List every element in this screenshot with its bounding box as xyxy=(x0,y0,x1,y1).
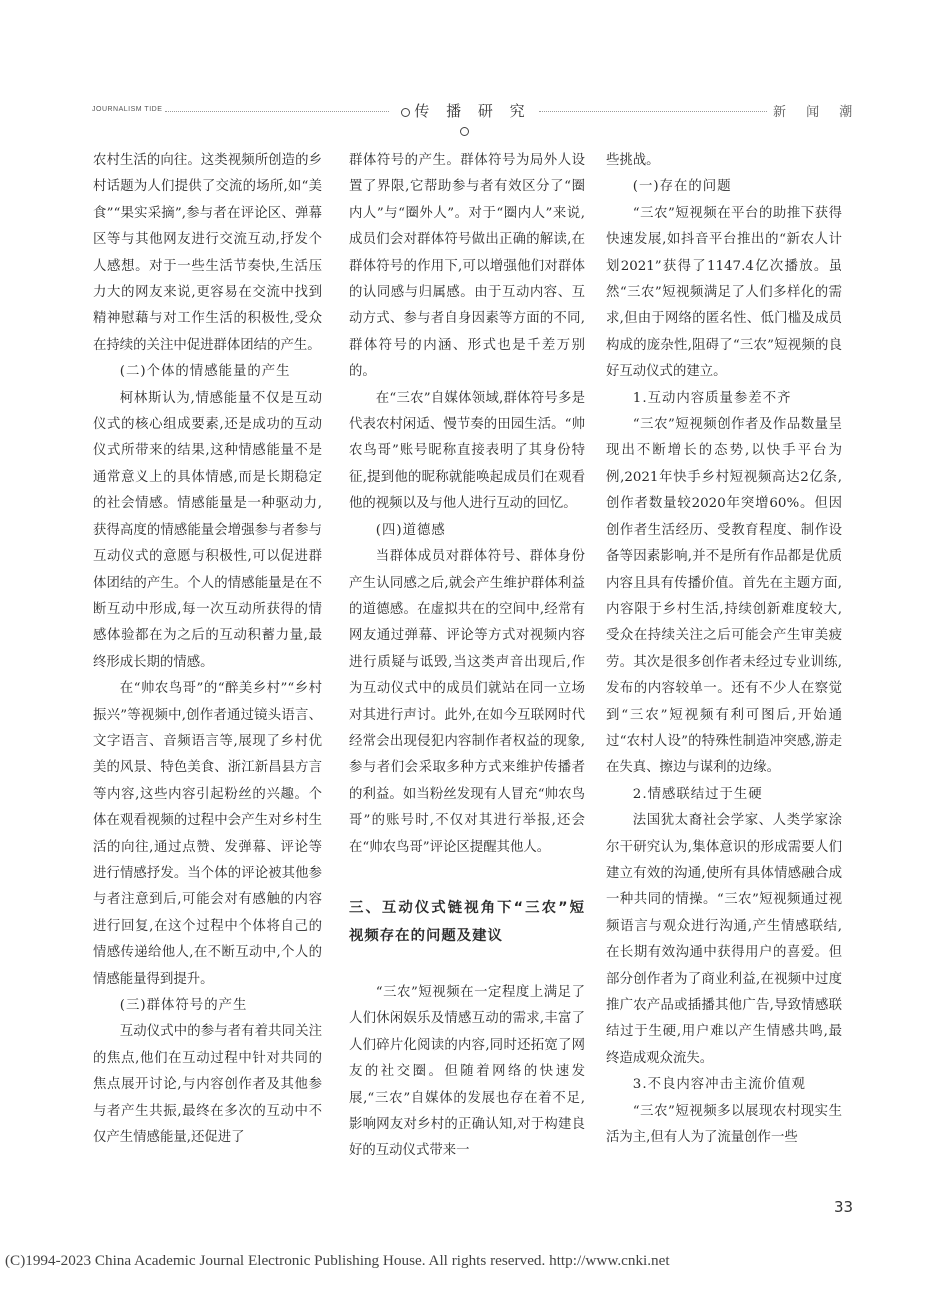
paragraph: 群体符号的产生。群体符号为局外人设置了界限,它帮助参与者有效区分了“圈内人”与“圈外人”。对于“圈内人”来说,成员们会对群体符号做出正确的解读,在群体符号的作用下,可以增强他们对群体的认同感与归属感。由于互动内容、互动方式、参与者自身因素等方面的不同,群体符号的内涵、形式也是千差万别的。 xyxy=(349,153,585,380)
paragraph: 柯林斯认为,情感能量不仅是互动仪式的核心组成要素,还是成功的互动仪式所带来的结果,这种情感能量不是通常意义上的具体情感,而是长期稳定的社会情感。情感能量是一种驱动力,获得高度的情感能量会增强参与者参与互动仪式的意愿与积极性,可以促进群体团结的产生。个人的情感能量是在不断互动中形成,每一次互动所获得的情感体验都在为之后的互动积蓄力量,最终形成长期的情感。 xyxy=(93,390,322,670)
paragraph: “三农”短视频在平台的助推下获得快速发展,如抖音平台推出的“新农人计划2021”获得了1147.4亿次播放。虽然“三农”短视频满足了人们多样化的需求,但由于网络的匿名性、低门槛及成员构成的庞杂性,阻碍了“三农”短视频的良好互动仪式的建立。 xyxy=(606,205,842,380)
copyright-footer: (C)1994-2023 China Academic Journal Electronic Publishing House. All rights reserved. http://www.cnki.net xyxy=(5,1252,670,1269)
paragraph: 农村生活的向往。这类视频所创造的乡村话题为人们提供了交流的场所,如“美食”“果实采摘”,参与者在评论区、弹幕区等与其他网友进行交流互动,抒发个人感想。对于一些生活节奏快,生活压力大的网友来说,更容易在交流中找到精神慰藉与对工作生活的积极性,受众在持续的关注中促进群体团结的产生。 xyxy=(93,153,322,353)
journal-name-en: JOURNALISM TIDE xyxy=(92,106,163,113)
page-number: 33 xyxy=(834,1198,854,1216)
paragraph: 当群体成员对群体符号、群体身份产生认同感之后,就会产生维护群体利益的道德感。在虚拟共在的空间中,经常有网友通过弹幕、评论等方式对视频内容进行质疑与诋毁,当这类声音出现后,作为互动仪式中的成员们就站在同一立场对其进行声讨。此外,在如今互联网时代经常会出现侵犯内容制作者权益的现象,参与者们会采取多种方式来维护传播者的利益。如当粉丝发现有人冒充“帅农鸟哥”的账号时,不仅对其进行举报,还会在“帅农鸟哥”评论区提醒其他人。 xyxy=(349,549,585,855)
text-column-2 xyxy=(349,148,585,1165)
paragraph: 在“三农”自媒体领域,群体符号多是代表农村闲适、慢节奏的田园生活。“帅农鸟哥”账号昵称直接表明了其身份特征,提到他的昵称就能唤起成员们在观看他的视频以及与他人进行互动的回忆。 xyxy=(349,390,585,512)
subheading: (三)群体符号的产生 xyxy=(119,998,248,1013)
journal-name-cn: 新 闻 潮 xyxy=(773,105,861,120)
subheading: 3.不良内容冲击主流价值观 xyxy=(632,1077,806,1093)
subheading: (四)道德感 xyxy=(375,522,446,538)
paragraph: 在“帅农鸟哥”的“醉美乡村”“乡村振兴”等视频中,创作者通过镜头语言、文字语言、音频语言等,展现了乡村优美的风景、特色美食、浙江新昌县方言等内容,这些内容引起粉丝的兴趣。个体在观看视频的过程中会产生对乡村生活的向往,通过点赞、发弹幕、评论等进行情感抒发。当个体的评论被其他参与者注意到后,可能会对有感触的内容进行回复,在这个过程中个体将自己的情感传递给他人,在不断互动中,个人的情感能量得到提升。 xyxy=(93,681,322,987)
section-title xyxy=(392,100,536,139)
ring-icon xyxy=(460,127,469,136)
text-column-3 xyxy=(606,148,842,1151)
paragraph: “三农”短视频在一定程度上满足了人们休闲娱乐及情感互动的需求,丰富了人们碎片化阅读的内容,同时还拓宽了网友的社交圈。但随着网络的快速发展,“三农”自媒体的发展也存在着不足,影响网友对乡村的正确认知,对于构建良好的互动仪式带来一 xyxy=(349,984,585,1159)
header-dotted-rule-left xyxy=(165,111,389,112)
subheading: (一)存在的问题 xyxy=(632,179,732,195)
paragraph: “三农”短视频多以展现农村现实生活为主,但有人为了流量创作一些 xyxy=(606,1103,842,1146)
subheading: (二)个体的情感能量的产生 xyxy=(119,364,291,380)
header-dotted-rule-right xyxy=(539,111,767,112)
paragraph: “三农”短视频创作者及作品数量呈现出不断增长的态势,以快手平台为例,2021年快手乡村短视频高达2亿条,创作者数量较2020年突增60%。但因创作者生活经历、受教育程度、制作设备等因素影响,并不是所有作品都是优质内容且具有传播价值。首先在主题方面,内容限于乡村生活,持续创新难度较大,受众在持续关注之后可能会产生审美疲劳。其次是很多创作者未经过专业训练,发布的内容较单一。还有不少人在察觉到“三农”短视频有利可图后,开始通过“农村人设”的特殊性制造冲突感,游走在失真、擦边与谋利的边缘。 xyxy=(606,417,842,776)
subheading: 2.情感联结过于生硬 xyxy=(632,786,763,802)
paragraph: 互动仪式中的参与者有着共同关注的焦点,他们在互动过程中针对共同的焦点展开讨论,与内容创作者及其他参与者产生共振,最终在多次的互动中不仅产生情感能量,还促进了 xyxy=(93,1024,322,1146)
paragraph: 法国犹太裔社会学家、人类学家涂尔干研究认为,集体意识的形成需要人们建立有效的沟通,使所有具体情感融合成一种共同的情操。“三农”短视频通过视频语言与观众进行沟通,产生情感联结,在长期有效沟通中获得用户的喜爱。但部分创作者为了商业利益,在视频中过度推广农产品或插播其他广告,导致情感联结过于生硬,用户难以产生情感共鸣,最终造成观众流失。 xyxy=(606,813,842,1066)
section-title-text: 传 播 研 究 xyxy=(414,102,531,120)
paragraph: 些挑战。 xyxy=(606,153,660,168)
text-column-1 xyxy=(93,148,322,1151)
ring-icon xyxy=(401,108,410,117)
section-heading: 三、互动仪式链视角下“三农”短视频存在的问题及建议 xyxy=(349,899,585,944)
subheading: 1.互动内容质量参差不齐 xyxy=(632,390,792,406)
